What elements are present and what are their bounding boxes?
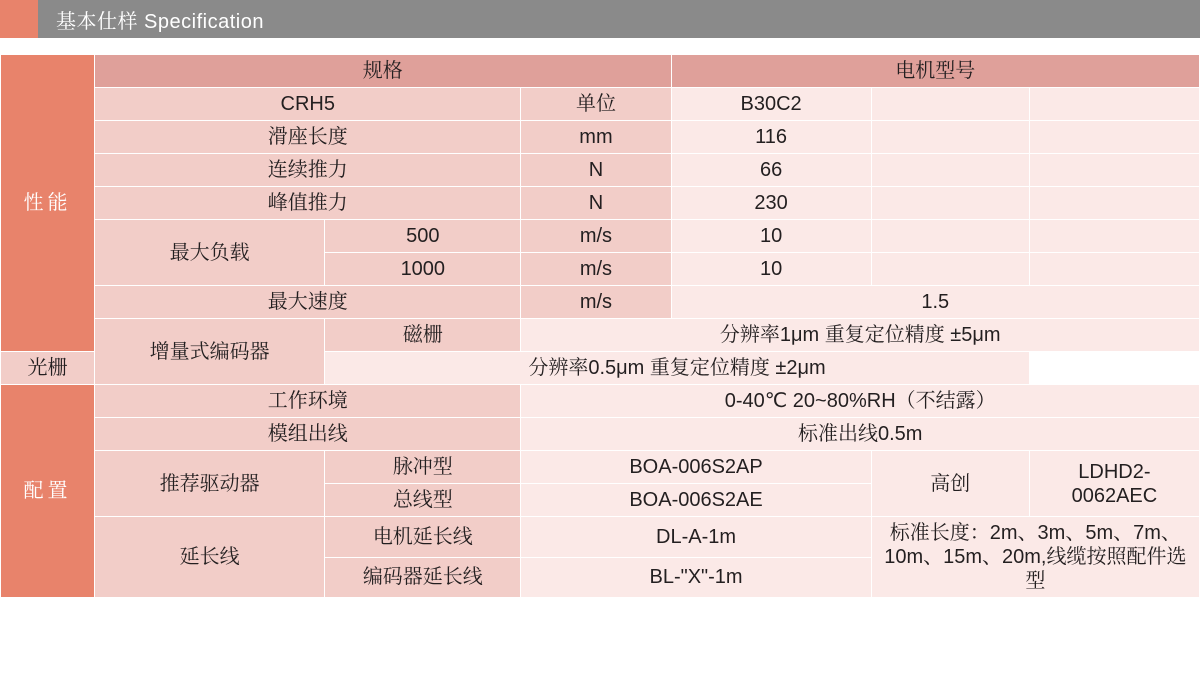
row-value-max-speed: 1.5 (671, 286, 1199, 319)
row-sublabel-pulse-type: 脉冲型 (325, 451, 521, 484)
row-label-extension-cable: 延长线 (95, 517, 325, 598)
header-accent-block (0, 0, 38, 38)
row-value2-peak-force (871, 187, 1029, 220)
row-label-incremental-encoder: 增量式编码器 (95, 319, 325, 385)
section-header (0, 0, 1200, 38)
row-value3-continuous-force (1029, 154, 1199, 187)
row-value-driver-brand: 高创 (871, 451, 1029, 517)
row-value3-max-load-500 (1029, 220, 1199, 253)
row-value2-slider-length (871, 121, 1029, 154)
row-label-working-environment: 工作环境 (95, 385, 521, 418)
table-row (1, 88, 1200, 121)
row-sublabel-motor-extension: 电机延长线 (325, 517, 521, 558)
table-row (1, 121, 1200, 154)
row-value-magnetic-scale: 分辨率1μm 重复定位精度 ±5μm (521, 319, 1200, 352)
row-label-crh5: CRH5 (95, 88, 521, 121)
table-row (1, 286, 1200, 319)
table-row (1, 220, 1200, 253)
row-value2-continuous-force (871, 154, 1029, 187)
row-value3-slider-length (1029, 121, 1199, 154)
table-row (1, 319, 1200, 352)
row-value2-max-load-500 (871, 220, 1029, 253)
page-title: 基本仕样 Specification (56, 10, 264, 33)
row-value-crh5: B30C2 (671, 88, 871, 121)
row-value-working-environment: 0-40℃ 20~80%RH（不结露） (521, 385, 1200, 418)
row-label-max-speed: 最大速度 (95, 286, 521, 319)
row-label-continuous-force: 连续推力 (95, 154, 521, 187)
row-value2-max-load-1000 (871, 253, 1029, 286)
row-label-slider-length: 滑座长度 (95, 121, 521, 154)
row-unit-crh5: 单位 (521, 88, 671, 121)
row-unit-peak-force: N (521, 187, 671, 220)
row-value-max-load-500: 10 (671, 220, 871, 253)
specification-table (0, 54, 1200, 598)
row-unit-max-load-1000: m/s (521, 253, 671, 286)
row-label-peak-force: 峰值推力 (95, 187, 521, 220)
group-label-configuration: 配置 (1, 385, 95, 598)
table-row (1, 451, 1200, 484)
row-value-standard-lengths: 标准长度：2m、3m、5m、7m、10m、15m、20m,线缆按照配件选型 (871, 517, 1199, 598)
row-value-encoder-extension: BL-"X"-1m (521, 557, 871, 598)
row-value-motor-extension: DL-A-1m (521, 517, 871, 558)
row-value3-max-load-1000 (1029, 253, 1199, 286)
column-header-motor-model: 电机型号 (671, 55, 1199, 88)
row-sublabel-encoder-extension: 编码器延长线 (325, 557, 521, 598)
table-header-row (1, 55, 1200, 88)
row-label-max-load: 最大负载 (95, 220, 325, 286)
row-unit-max-speed: m/s (521, 286, 671, 319)
row-value-pulse-type: BOA-006S2AP (521, 451, 871, 484)
row-value-driver-model: LDHD2-0062AEC (1029, 451, 1199, 517)
row-label-module-cable: 模组出线 (95, 418, 521, 451)
row-value2-crh5 (871, 88, 1029, 121)
row-value3-crh5 (1029, 88, 1199, 121)
row-unit-continuous-force: N (521, 154, 671, 187)
table-row (1, 385, 1200, 418)
table-row (1, 517, 1200, 558)
row-value-peak-force: 230 (671, 187, 871, 220)
row-value-bus-type: BOA-006S2AE (521, 484, 871, 517)
row-value-max-load-1000: 10 (671, 253, 871, 286)
row-value-continuous-force: 66 (671, 154, 871, 187)
row-value3-peak-force (1029, 187, 1199, 220)
row-sublabel-max-load-1000: 1000 (325, 253, 521, 286)
row-value-module-cable: 标准出线0.5m (521, 418, 1200, 451)
row-sublabel-max-load-500: 500 (325, 220, 521, 253)
table-row (1, 418, 1200, 451)
row-value-optical-scale: 分辨率0.5μm 重复定位精度 ±2μm (325, 352, 1030, 385)
column-header-spec: 规格 (95, 55, 671, 88)
row-sublabel-bus-type: 总线型 (325, 484, 521, 517)
row-unit-slider-length: mm (521, 121, 671, 154)
row-value-slider-length: 116 (671, 121, 871, 154)
row-label-recommended-driver: 推荐驱动器 (95, 451, 325, 517)
table-row (1, 187, 1200, 220)
group-label-performance: 性能 (1, 55, 95, 352)
row-sublabel-magnetic-scale: 磁栅 (325, 319, 521, 352)
row-unit-max-load-500: m/s (521, 220, 671, 253)
row-sublabel-optical-scale: 光栅 (1, 352, 95, 385)
table-row (1, 154, 1200, 187)
